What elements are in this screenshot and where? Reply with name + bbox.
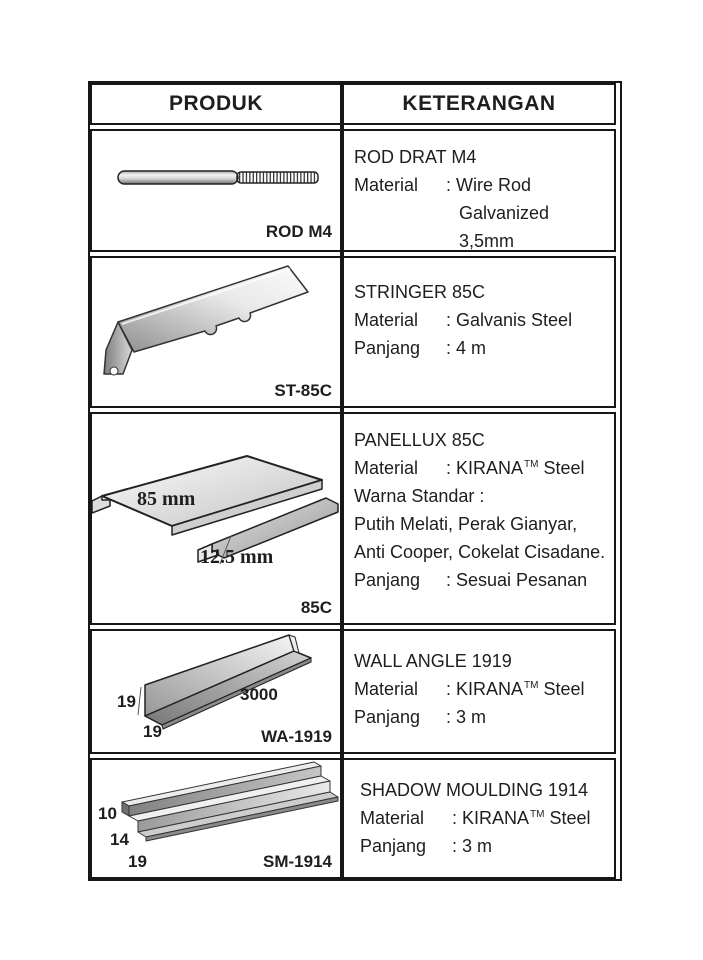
spec-material: [354, 171, 608, 199]
dim-side-label: 19: [117, 692, 136, 711]
spec-value: : 3 m: [446, 707, 487, 727]
spec-material-cont: Galvanized 3,5mm: [459, 203, 550, 251]
product-image-cell: [90, 129, 342, 252]
spec-label: Material: [360, 808, 425, 828]
spec-panjang: [360, 832, 608, 860]
spec-label: Material: [354, 679, 419, 699]
product-code: ST-85C: [274, 381, 332, 400]
table-row-rod-m4: [90, 129, 620, 252]
spec-value: : Sesuai Pesanan: [446, 570, 588, 590]
spec-material: [354, 306, 608, 334]
dim-height-label: 12.5 mm: [200, 546, 274, 568]
product-code: ROD M4: [265, 222, 332, 241]
spec-label: Material: [354, 175, 419, 195]
product-image-cell: [90, 758, 342, 879]
product-code: WA-1919: [261, 727, 332, 746]
product-description-cell: [342, 758, 616, 879]
table-row-85c: [90, 412, 620, 625]
spec-value: : Galvanis Steel: [446, 310, 573, 330]
table-row-sm-1914: [90, 758, 620, 879]
product-title: WALL ANGLE 1919: [354, 651, 512, 671]
trademark-symbol: TM: [530, 809, 545, 820]
spec-value: : KIRANA™ Steel: [446, 458, 585, 478]
spec-value: : Wire Rod: [446, 175, 532, 195]
spec-value: : 4 m: [446, 338, 487, 358]
product-code: 85C: [300, 598, 332, 617]
product-code: SM-1914: [263, 852, 332, 871]
spec-label: Panjang: [354, 707, 421, 727]
table-row-wa-1919: [90, 629, 620, 754]
header-keterangan: KETERANGAN: [342, 83, 616, 125]
product-image-cell: [90, 629, 342, 754]
spec-warna: Warna Standar :: [354, 486, 485, 506]
spec-label: Panjang: [354, 338, 421, 358]
dim-bottom-label: 19: [143, 722, 162, 741]
trademark-symbol: TM: [524, 459, 539, 470]
spec-material: [354, 454, 608, 482]
product-title: ROD DRAT M4: [354, 147, 477, 167]
product-description-cell: [342, 129, 616, 252]
ceiling-panel-image: [92, 414, 340, 623]
table-row-st-85c: [90, 256, 620, 408]
dim-width-label: 85 mm: [137, 488, 196, 510]
product-image-cell: [90, 412, 342, 625]
spec-label: Panjang: [354, 570, 421, 590]
color-list-line: Anti Cooper, Cokelat Cisadane.: [354, 542, 606, 562]
color-list-line: Putih Melati, Perak Gianyar,: [354, 514, 578, 534]
spec-panjang: [354, 334, 608, 362]
spec-label: Material: [354, 458, 419, 478]
spec-label: Panjang: [360, 836, 427, 856]
header-produk: PRODUK: [90, 83, 342, 125]
dim-length-label: 3000: [240, 685, 278, 704]
product-description-cell: [342, 629, 616, 754]
spec-value: : KIRANA™ Steel: [446, 679, 585, 699]
spec-material: [360, 804, 608, 832]
spec-value: : 3 m: [452, 836, 493, 856]
dim-bottom-label: 19: [128, 852, 147, 871]
product-image-cell: [90, 256, 342, 408]
spec-panjang: [354, 703, 608, 731]
product-title: STRINGER 85C: [354, 282, 486, 302]
product-title: SHADOW MOULDING 1914: [360, 780, 589, 800]
spec-panjang: [354, 566, 608, 594]
trademark-symbol: TM: [524, 680, 539, 691]
dim-middle-label: 14: [110, 830, 129, 849]
product-description-cell: [342, 412, 616, 625]
spec-value: : KIRANA™ Steel: [452, 808, 591, 828]
product-description-cell: [342, 256, 616, 408]
table-header-row: [90, 83, 620, 125]
spec-label: Material: [354, 310, 419, 330]
product-table: [88, 81, 622, 881]
product-title: PANELLUX 85C: [354, 430, 485, 450]
spec-material: [354, 675, 608, 703]
dim-top-label: 10: [98, 804, 117, 823]
